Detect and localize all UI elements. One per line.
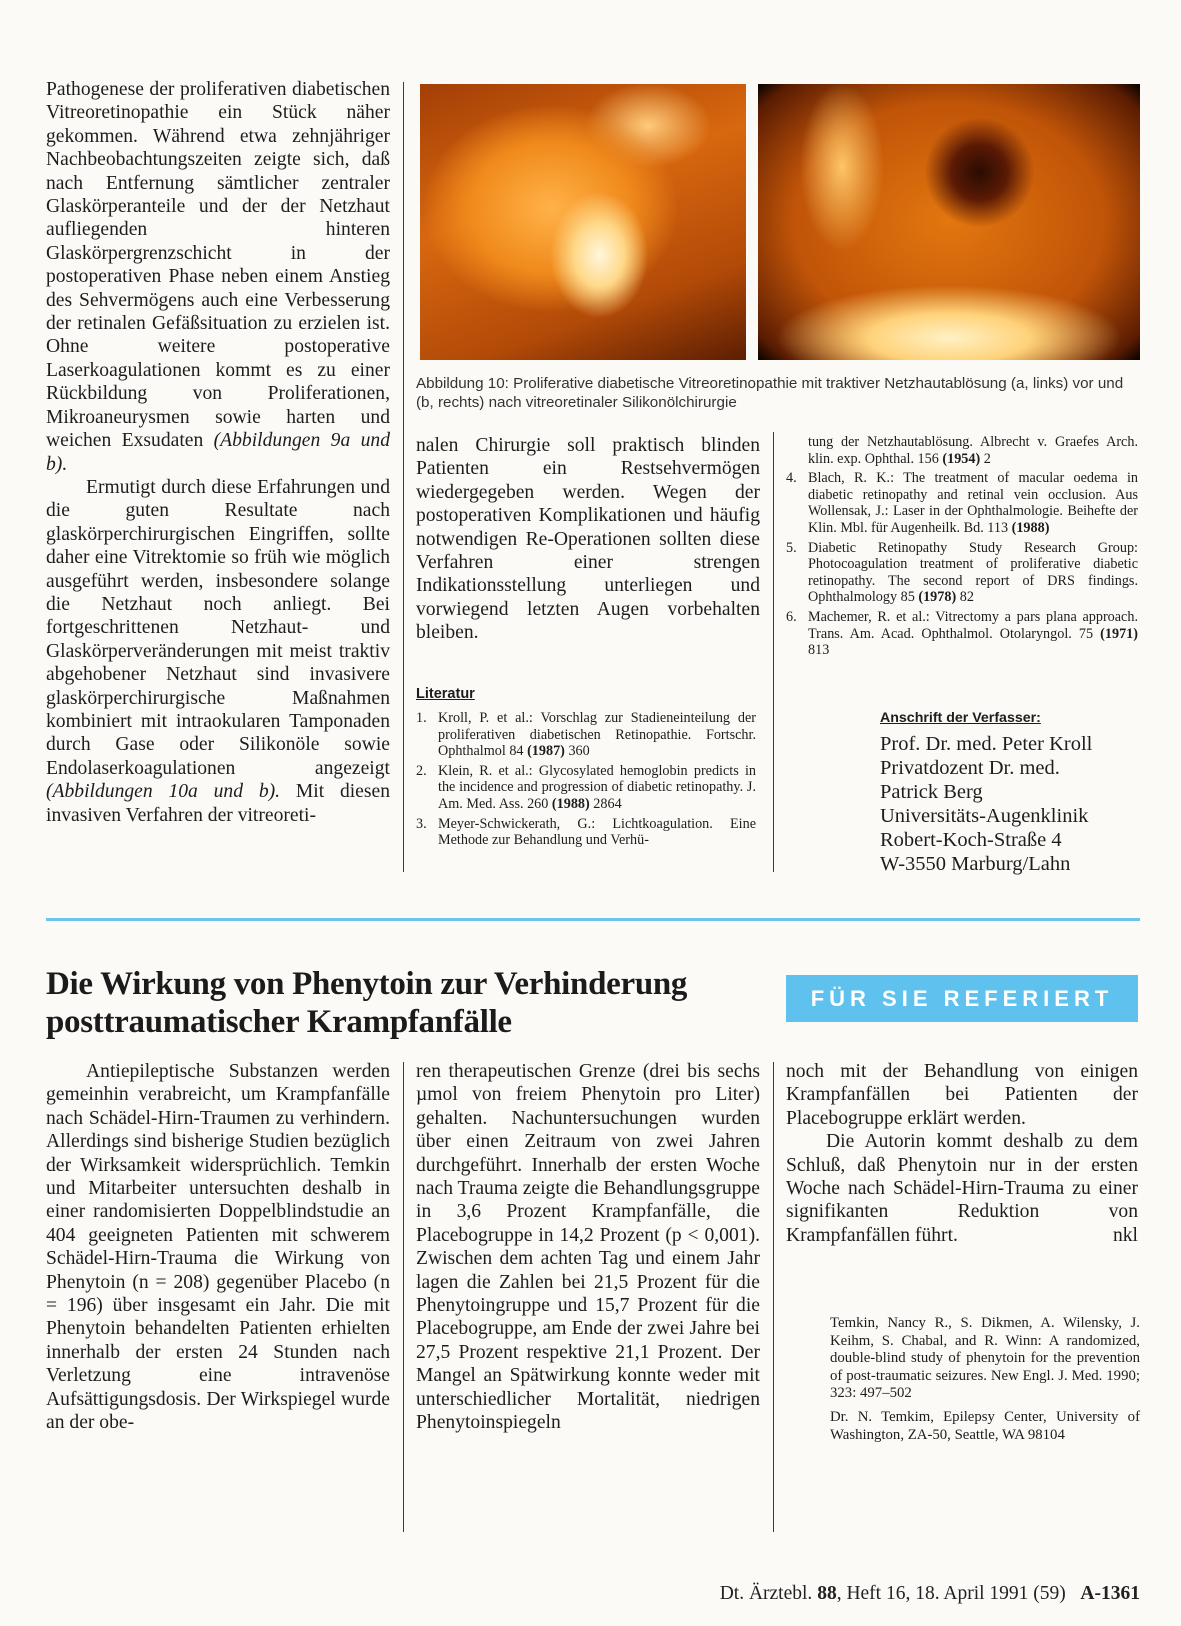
reference-item: 4. Blach, R. K.: The treatment of macular oedema in diabetic retinopathy and retinal vein occlusion. Aus Wollensak, J.: Laser in der Ophthalmologie. Beihefte der Klin. Mbl. für Augenheilk. Bd. 113 (1988) [786,470,1138,536]
section-divider [46,918,1140,921]
issue-info: , Heft 16, 18. April 1991 (59) [836,1583,1066,1604]
address-line: Robert-Koch-Straße 4 [880,829,1062,851]
column-divider [773,1062,774,1532]
paragraph: Antiepileptische Substanzen werden gemeinhin verabreicht, um Krampfanfälle nach Schädel-Hirn-Traumen zu verhindern. Allerdings sind bisherige Studien bezüglich der Wirksamkeit widersprüchlich. Temkin und Mitarbeiter untersuchten deshalb in einer randomisierten Doppelblindstudie an 404 geeigneten Patienten mit schwerem Schädel-Hirn-Trauma die Wirkung von Phenytoin (n = 208) gegenüber Placebo (n = 196) über insgesamt ein Jahr. Die mit Phenytoin behandelten Patienten erhielten innerhalb der ersten 24 Stunden nach Verletzung eine intravenöse Aufsättigungsdosis. Der Wirkspiegel wurde an der obe- [46,1061,390,1434]
column-divider [403,82,404,872]
figure-reference: (Abbildungen 10a und b). [46,781,281,803]
reference-item: 1. Kroll, P. et al.: Vorschlag zur Stadieneinteilung der proliferativen diabetischen Retinopathie. Fortschr. Ophthalmol 84 (1987) 360 [416,710,756,760]
column-divider [403,1062,404,1532]
author-address [880,710,1140,876]
figure-reference: (Abbildungen 9a und b). [46,430,391,475]
address-line: Patrick Berg [880,781,983,803]
article-column-3 [786,1060,1138,1247]
paragraph: nalen Chirurgie soll praktisch blinden Patienten ein Restsehvermögen wiedergegeben werden. Wegen der postoperativen Komplikationen und häufig notwendigen Re-Operationen sollten diese Verfahren einer strengen Indikationsstellung unterliegen und vorwiegend letzten Augen vorbehalten bleiben. [416,435,760,644]
section-badge: FÜR SIE REFERIERT [786,975,1138,1022]
literature-title: Literatur [416,686,475,702]
address-line: Prof. Dr. med. Peter Kroll [880,733,1093,755]
fundus-photo-before [420,84,746,360]
reference-item: 5. Diabetic Retinopathy Study Research Group: Photocoagulation treatment of proliferative diabetic retinopathy. The second report of DRS findings. Ophthalmology 85 (1978) 82 [786,539,1138,606]
page-footer [640,1583,1140,1605]
reference-item: tung der Netzhautablösung. Albrecht v. Graefes Arch. klin. exp. Ophthal. 156 (1954) 2 [808,434,1138,467]
headline-line: Die Wirkung von Phenytoin zur Verhinderung [46,966,688,1002]
paragraph: Pathogenese der proliferativen diabetischen Vitreoretinopathie ein Stück näher gekommen. Während etwa zehnjähriger Nachbeobachtungszeiten zeigte sich, daß nach Entfernung sämtlicher zentraler Glaskörperanteile und der der Netzhaut aufliegenden hinteren Glaskörpergrenzschicht in der postoperativen Phase neben einem Anstieg des Sehvermögens auch eine Verbesserung der retinalen Gefäßsituation zu erzielen ist. Ohne weitere postoperative Laserkoagulationen kommt es zu einer Rückbildung von Proliferationen, Mikroaneurysmen sowie harten und weichen Exsudaten (Abbildungen 9a und b). [46,79,391,475]
citation-text: Temkin, Nancy R., S. Dikmen, A. Wilensky, J. Keihm, S. Chabal, and R. Winn: A randomized, double-blind study of phenytoin for the prevention of post-traumatic seizures. New Engl. J. Med. 1990; 323: 497–502 [830,1315,1140,1402]
figure-caption: Abbildung 10: Proliferative diabetische Vitreoretinopathie mit traktiver Netzhautablösung (a, links) vor und (b, rechts) nach vitreoretinaler Silikonölchirurgie [416,375,1124,411]
article-headline [46,965,766,1041]
reference-item: 3. Meyer-Schwickerath, G.: Lichtkoagulation. Eine Methode zur Behandlung und Verhü- [416,815,756,849]
address-line: W-3550 Marburg/Lahn [880,853,1071,875]
headline-line: posttraumatischer Krampfanfälle [46,1004,512,1040]
paragraph: Die Autorin kommt deshalb zu dem Schluß, daß Phenytoin nur in der ersten Woche nach Schädel-Hirn-Trauma zu einer signifikanten Reduktion von Krampfanfällen führt. [786,1131,1138,1246]
article-column-2 [416,1060,760,1435]
reference-list [786,434,1138,659]
figure-10 [420,84,1140,360]
reference-item: 6. Machemer, R. et al.: Vitrectomy a pars plana approach. Trans. Am. Acad. Ophthalmol. Otolaryngol. 75 (1971) 813 [786,608,1138,659]
article-column-1 [46,1060,390,1435]
column-divider [773,432,774,872]
address-title: Anschrift der Verfasser: [880,710,1041,726]
journal-volume: 88 [817,1583,837,1604]
paragraph: Ermutigt durch diese Erfahrungen und die guten Resultate nach glaskörperchirurgischen Eingriffen, sollte daher eine Vitrektomie so früh wie möglich ausgeführt werden, insbesondere solange die Netzhaut noch anliegt. Bei fortgeschrittenen Netzhaut- und Glaskörperveränderungen mit meist traktiv abgehobener Netzhaut sind invasivere glaskörperchirurgische Maßnahmen kombiniert mit intraokularen Tamponaden durch Gase oder Silikonöle sowie Endolaserkoagulationen angezeigt (Abbildungen 10a und b). Mit diesen invasiven Verfahren der vitreoreti- [46,476,391,826]
paragraph: ren therapeutischen Grenze (drei bis sechs µmol von freiem Phenytoin pro Liter) gehalten. Nachuntersuchungen wurden über einen Zeitraum von zwei Jahren durchgeführt. Innerhalb der ersten Woche nach Trauma zeigte die Behandlungsgruppe in 3,6 Prozent Krampfanfälle, die Placebogruppe in 14,2 Prozent (p < 0,001). Zwischen dem achten Tag und einem Jahr lagen die Zahlen bei 21,5 Prozent für die Phenytoingruppe und 15,7 Prozent für die Placebogruppe, am Ende der zwei Jahre bei 27,5 Prozent respektive 21,1 Prozent. Der Mangel an Spätwirkung konnte weder mit unterschiedlicher Mortalität, niedrigen Phenytoinspiegeln [416,1061,760,1434]
reference-list-continued [786,434,1138,662]
article-column-1 [46,78,390,827]
reference-list [416,710,756,849]
article-column-2 [416,434,760,645]
citation-address: Dr. N. Temkim, Epilepsy Center, University of Washington, ZA-50, Seattle, WA 98104 [830,1408,1140,1443]
address-line: Privatdozent Dr. med. [880,757,1060,779]
paragraph: noch mit der Behandlung von einigen Krampfanfällen bei Patienten der Placebogruppe erklärt werden. [786,1061,1138,1129]
author-signature: nkl [1112,1224,1138,1246]
literature-section [416,686,756,852]
source-citation [830,1315,1140,1450]
fundus-photo-after [758,84,1140,360]
page-number: A-1361 [1080,1583,1140,1604]
address-line: Universitäts-Augenklinik [880,805,1089,827]
journal-name: Dt. Ärztebl. [719,1583,813,1604]
reference-item: 2. Klein, R. et al.: Glycosylated hemoglobin predicts in the incidence and progression of diabetic retinopathy. J. Am. Med. Ass. 260 (1988) 2864 [416,762,756,812]
